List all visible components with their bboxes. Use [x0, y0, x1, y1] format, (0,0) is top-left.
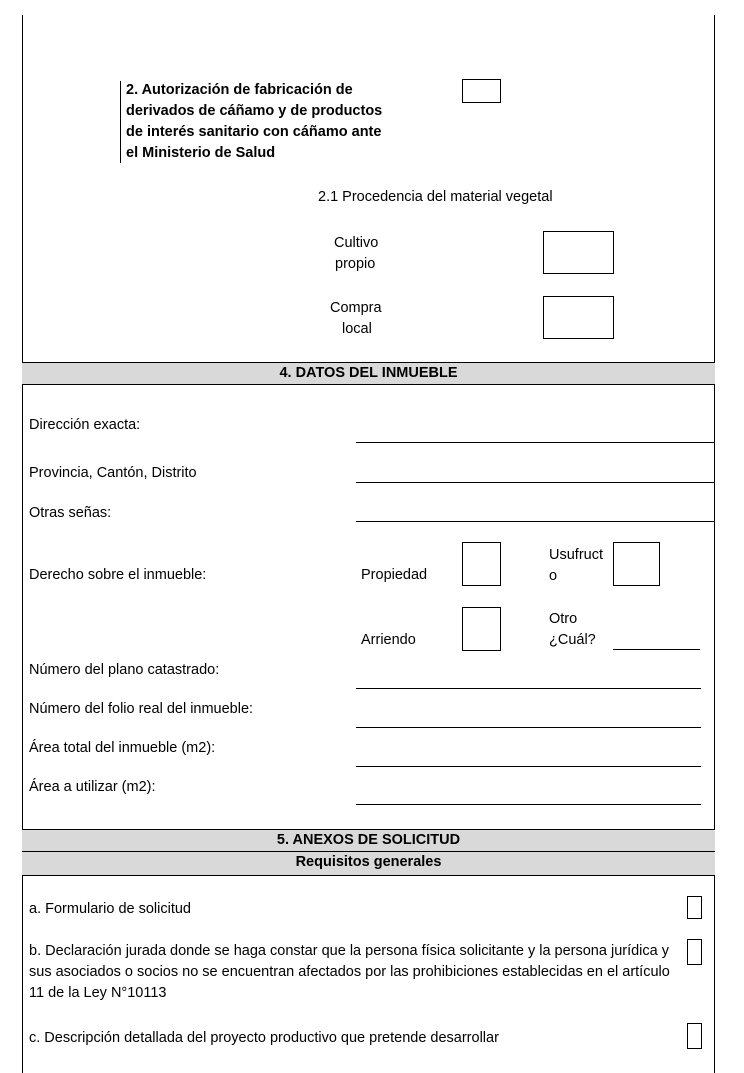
otro-cual-input[interactable]: [613, 649, 700, 650]
cultivo-propio-label-2: propio: [335, 256, 376, 272]
compra-local-checkbox[interactable]: [543, 296, 614, 339]
item-2-title: 2. Autorización de fabricación de derivados de cáñamo y de productos de interés sanitario con cáñamo ante el Ministerio de Salud: [126, 82, 383, 161]
propiedad-label: Propiedad: [361, 567, 428, 583]
otras-senas-input[interactable]: [356, 521, 714, 522]
plano-label: Número del plano catastrado:: [29, 662, 220, 678]
procedencia-subheading: 2.1 Procedencia del material vegetal: [318, 189, 553, 205]
plano-input[interactable]: [356, 688, 701, 689]
arriendo-label: Arriendo: [361, 632, 416, 648]
cultivo-propio-checkbox[interactable]: [543, 231, 614, 274]
provincia-input[interactable]: [356, 482, 714, 483]
item-2-checkbox[interactable]: [462, 79, 501, 103]
item-a-label: a. Formulario de solicitud: [29, 901, 191, 917]
usufructo-label-1: Usufruct: [549, 547, 603, 563]
folio-input[interactable]: [356, 727, 701, 728]
compra-local-label-1: Compra: [330, 300, 382, 316]
area-total-input[interactable]: [356, 766, 701, 767]
otro-label-1: Otro: [549, 611, 578, 627]
section-5-header: 5. ANEXOS DE SOLICITUD: [22, 829, 715, 852]
cultivo-propio-label-1: Cultivo: [334, 235, 379, 251]
provincia-label: Provincia, Cantón, Distrito: [29, 465, 197, 481]
usufructo-label-2: o: [549, 568, 558, 584]
item-2-left-rule: [120, 81, 121, 163]
propiedad-checkbox[interactable]: [462, 542, 501, 586]
frame-left-border: [22, 15, 23, 1073]
arriendo-checkbox[interactable]: [462, 607, 501, 651]
area-total-label: Área total del inmueble (m2):: [29, 740, 216, 756]
frame-right-border: [714, 15, 715, 1073]
section-4-header: 4. DATOS DEL INMUEBLE: [22, 362, 715, 385]
requisitos-generales-subheader: Requisitos generales: [22, 852, 715, 876]
usufructo-checkbox[interactable]: [613, 542, 660, 586]
direccion-label: Dirección exacta:: [29, 417, 141, 433]
otras-senas-label: Otras señas:: [29, 505, 112, 521]
folio-label: Número del folio real del inmueble:: [29, 701, 254, 717]
item-b-label: b. Declaración jurada donde se haga constar que la persona física solicitante y la persona jurídica y sus asociados o socios no se encuentran afectados por las prohibiciones establecidas en el artículo 11 de la Ley N°10113: [29, 943, 670, 1001]
area-utilizar-label: Área a utilizar (m2):: [29, 779, 156, 795]
item-b-checkbox[interactable]: [687, 939, 702, 965]
derecho-label: Derecho sobre el inmueble:: [29, 567, 207, 583]
direccion-input[interactable]: [356, 442, 714, 443]
otro-label-2: ¿Cuál?: [549, 632, 596, 648]
item-c-label: c. Descripción detallada del proyecto productivo que pretende desarrollar: [29, 1030, 499, 1046]
compra-local-label-2: local: [342, 321, 372, 337]
area-utilizar-input[interactable]: [356, 804, 701, 805]
item-c-checkbox[interactable]: [687, 1023, 702, 1049]
item-a-checkbox[interactable]: [687, 896, 702, 919]
